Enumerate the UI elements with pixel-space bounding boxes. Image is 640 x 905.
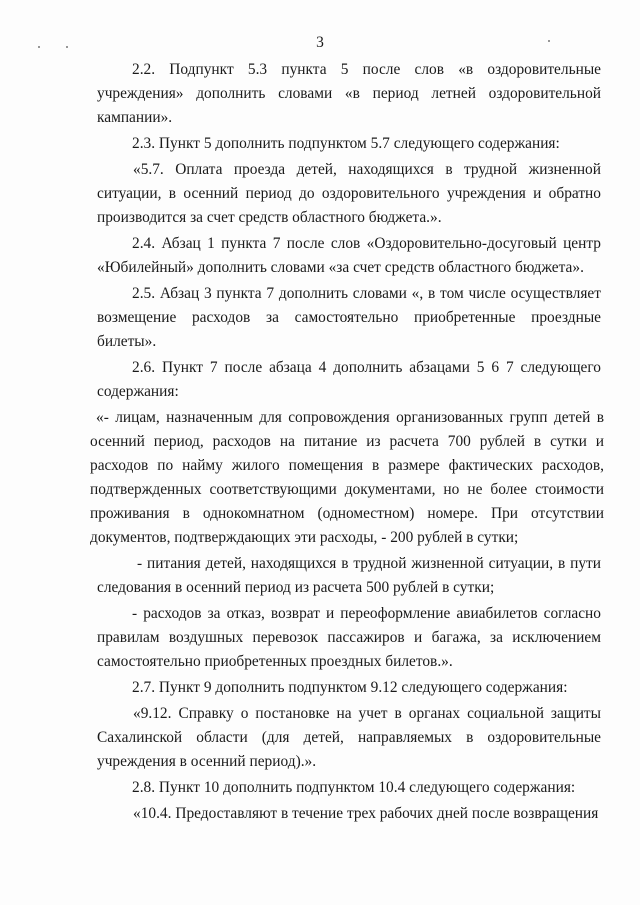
paragraph-escort-expenses: «- лицам, назначенным для сопровождения организованных групп детей в осенний период, расходов на питание из расчета 700 рублей в сутки и расходов по найму жилого помещения в размере фактических расходов, подтвержденных соответствующими документами, но не более стоимости проживания в однокомнатном (одноместном) номере. При отсутствии документов, подтверждающих эти расходы, - 200 рублей в сутки;: [90, 409, 604, 546]
paragraph-children-meals: - питания детей, находящихся в трудной жизненной ситуации, в пути следования в осенний период из расчета 500 рублей в сутки;: [97, 555, 601, 596]
paragraph-5-7-quote: «5.7. Оплата проезда детей, находящихся в трудной жизненной ситуации, в осенний период до оздоровительного учреждения и обратно производится за счет средств областного бюджета.».: [97, 161, 601, 226]
paragraph-2-2: 2.2. Подпункт 5.3 пункта 5 после слов «в оздоровительные учреждения» дополнить словами «в период летней оздоровительной кампании».: [97, 61, 601, 126]
paragraph-9-12-quote: «9.12. Справку о постановке на учет в органах социальной защиты Сахалинской области (для детей, направляемых в оздоровительные учреждения в осенний период).».: [97, 705, 601, 770]
paragraph-10-4-quote: «10.4. Предоставляют в течение трех рабочих дней после возвращения: [133, 805, 599, 822]
paragraph-airfare-refund: - расходов за отказ, возврат и переоформление авиабилетов согласно правилам воздушных перевозок пассажиров и багажа, за исключением самостоятельно приобретенных проездных билетов.».: [97, 605, 601, 670]
paragraph-2-4: 2.4. Абзац 1 пункта 7 после слов «Оздоровительно-досуговый центр «Юбилейный» дополнить словами «за счет средств областного бюджета».: [97, 235, 601, 276]
paragraph-2-3: 2.3. Пункт 5 дополнить подпунктом 5.7 следующего содержания:: [132, 135, 560, 152]
page-number: 3: [316, 34, 324, 51]
paragraph-2-5: 2.5. Абзац 3 пункта 7 дополнить словами «, в том числе осуществляет возмещение расходов за самостоятельно приобретенные проездные билеты».: [97, 285, 601, 350]
paragraph-2-7: 2.7. Пункт 9 дополнить подпунктом 9.12 следующего содержания:: [132, 679, 568, 696]
document-body: [90, 58, 604, 826]
paragraph-2-8: 2.8. Пункт 10 дополнить подпунктом 10.4 следующего содержания:: [132, 779, 576, 796]
paragraph-2-6: 2.6. Пункт 7 после абзаца 4 дополнить абзацами 5 6 7 следующего содержания:: [97, 359, 601, 400]
